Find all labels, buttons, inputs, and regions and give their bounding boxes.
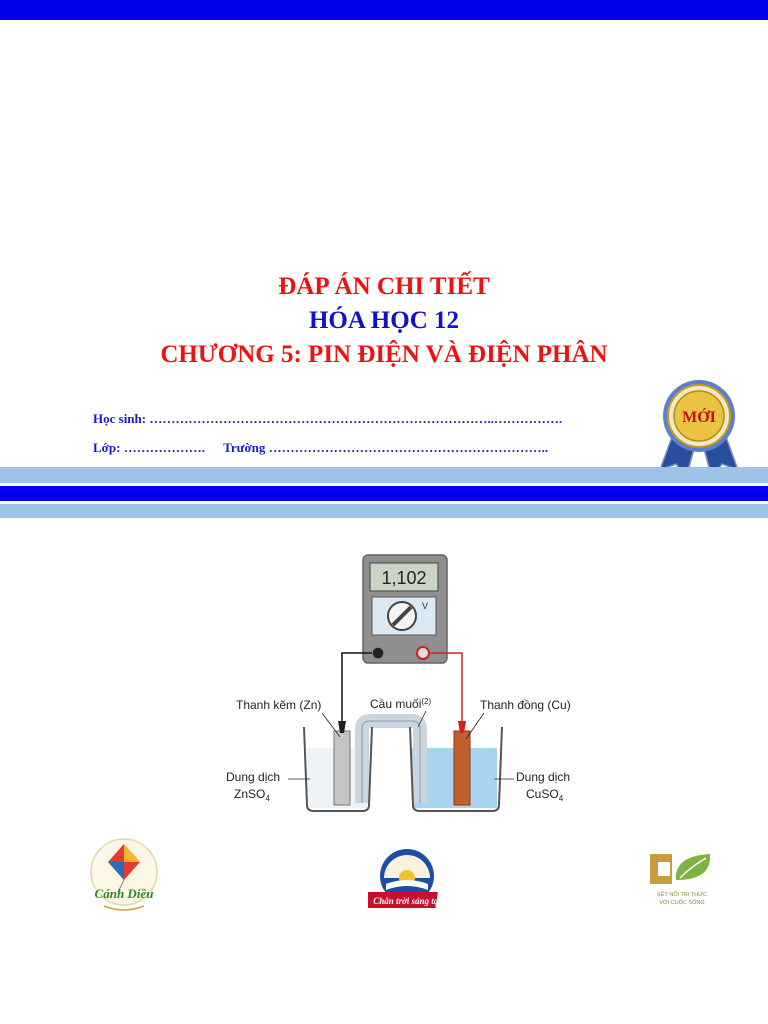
right-solution-label-2: CuSO$_4$ (526, 787, 564, 803)
canh-dieu-text: Cánh Diều (94, 886, 154, 901)
ket-noi-tri-thuc-logo (646, 850, 718, 910)
badge-text: MỚI (682, 409, 716, 426)
ket-noi-text-2: VỚI CUỘC SỐNG (659, 900, 705, 906)
answer-key-title: ĐÁP ÁN CHI TIẾT (278, 273, 490, 300)
salt-bridge-label: Cầu muối$^{(2)}$ (370, 697, 432, 711)
canh-dieu-logo (88, 836, 160, 918)
zinc-rod (334, 731, 350, 805)
galvanic-cell-figure (222, 553, 590, 818)
student-label: Học sinh: (93, 411, 147, 426)
class-school-field (93, 440, 548, 456)
class-dots: ………………. (123, 440, 205, 455)
voltmeter-positive-terminal (417, 647, 429, 659)
top-blue-bar (0, 0, 768, 20)
left-solution-label-2: ZnSO$_4$ (234, 787, 270, 803)
student-field (93, 411, 562, 427)
copper-rod-label: Thanh đồng (Cu) (480, 698, 571, 712)
zinc-rod-label: Thanh kẽm (Zn) (236, 698, 322, 712)
school-label: Trường (223, 440, 266, 455)
school-dots: ……………………………………………………….. (268, 440, 549, 455)
copper-rod (454, 731, 470, 805)
right-solution-label-1: Dung dịch (516, 770, 571, 784)
chan-troi-sang-tao-logo (368, 848, 446, 912)
voltmeter-negative-terminal (372, 647, 384, 659)
voltmeter-unit: V (422, 601, 429, 611)
ket-noi-text-1: KẾT NỐI TRI THỨC (657, 892, 707, 898)
chapter-title: CHƯƠNG 5: PIN ĐIỆN VÀ ĐIỆN PHÂN (160, 341, 608, 368)
left-solution-label-1: Dung dịch (226, 770, 281, 784)
subject-title: HÓA HỌC 12 (308, 307, 459, 334)
band-light-1 (0, 467, 768, 483)
voltmeter-reading: 1,102 (381, 568, 427, 588)
band-dark (0, 486, 768, 501)
title-block (0, 270, 768, 372)
class-label: Lớp: (93, 440, 121, 455)
band-light-2 (0, 504, 768, 518)
student-dots: ……………………………………………………………………..……………. (149, 411, 563, 426)
chan-troi-text: Chân trời sáng tạo (373, 896, 443, 906)
